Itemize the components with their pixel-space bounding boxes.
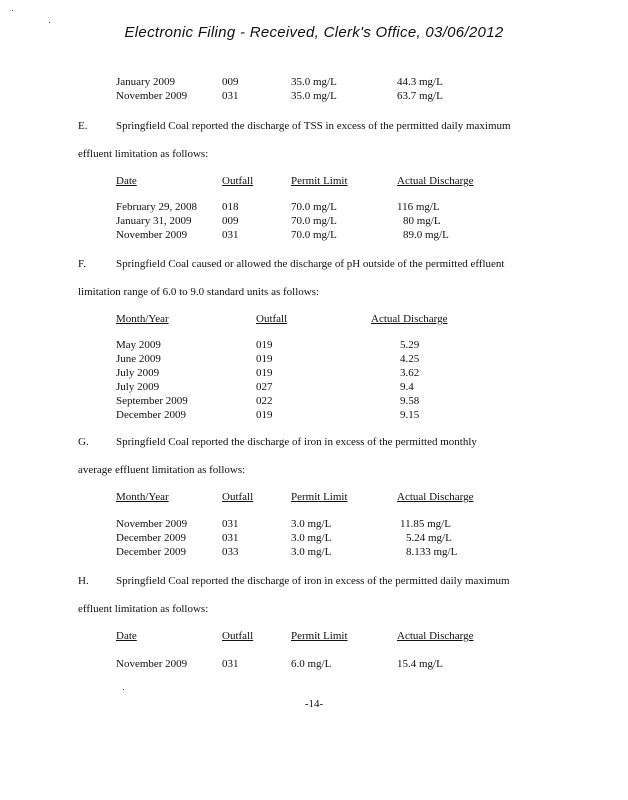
table-cell: 019 — [256, 339, 273, 351]
column-header: Permit Limit — [291, 175, 348, 187]
table-cell: 15.4 mg/L — [397, 658, 443, 670]
table-cell: January 2009 — [116, 76, 175, 88]
table-cell: 8.133 mg/L — [406, 546, 458, 558]
table-cell: 9.15 — [400, 409, 420, 421]
scan-speck — [123, 689, 124, 690]
column-header: Actual Discharge — [371, 313, 448, 325]
table-cell: May 2009 — [116, 339, 161, 351]
section-letter-g: G. — [78, 436, 89, 448]
table-cell: 89.0 mg/L — [403, 229, 449, 241]
column-header: Actual Discharge — [397, 630, 474, 642]
table-cell: 027 — [256, 381, 273, 393]
table-cell: 3.62 — [400, 367, 420, 379]
column-header: Date — [116, 630, 137, 642]
table-cell: December 2009 — [116, 546, 186, 558]
scan-speck — [12, 10, 13, 11]
table-cell: July 2009 — [116, 367, 160, 379]
table-cell: 031 — [222, 532, 239, 544]
table-cell: 3.0 mg/L — [291, 546, 332, 558]
table-cell: November 2009 — [116, 518, 188, 530]
table-cell: 031 — [222, 229, 239, 241]
table-cell: 019 — [256, 409, 273, 421]
table-cell: 11.85 mg/L — [400, 518, 451, 530]
table-cell: 6.0 mg/L — [291, 658, 332, 670]
table-cell: 80 mg/L — [403, 215, 441, 227]
section-letter-h: H. — [78, 575, 89, 587]
section-g-text-line1: Springfield Coal reported the discharge of iron in excess of the permitted monthly — [116, 436, 477, 448]
table-cell: November 2009 — [116, 229, 188, 241]
table-cell: January 31, 2009 — [116, 215, 192, 227]
table-cell: December 2009 — [116, 409, 186, 421]
table-cell: 3.0 mg/L — [291, 518, 332, 530]
column-header: Date — [116, 175, 137, 187]
section-letter-e: E. — [78, 120, 88, 132]
table-cell: November 2009 — [116, 90, 188, 102]
table-cell: 4.25 — [400, 353, 420, 365]
column-header: Month/Year — [116, 491, 169, 503]
table-cell: 70.0 mg/L — [291, 215, 337, 227]
column-header: Permit Limit — [291, 630, 348, 642]
table-cell: December 2009 — [116, 532, 186, 544]
table-cell: 70.0 mg/L — [291, 201, 337, 213]
table-cell: September 2009 — [116, 395, 188, 407]
filing-stamp-header: Electronic Filing - Received, Clerk's Office, 03/06/2012 — [124, 24, 504, 41]
table-cell: 63.7 mg/L — [397, 90, 443, 102]
table-cell: November 2009 — [116, 658, 188, 670]
table-cell: 019 — [256, 367, 273, 379]
table-cell: 018 — [222, 201, 239, 213]
table-cell: 116 mg/L — [397, 201, 440, 213]
section-g-text-line2: average effluent limitation as follows: — [78, 464, 246, 476]
table-cell: 022 — [256, 395, 273, 407]
table-cell: 019 — [256, 353, 273, 365]
column-header: Actual Discharge — [397, 175, 474, 187]
table-cell: July 2009 — [116, 381, 160, 393]
table-cell: 033 — [222, 546, 239, 558]
section-f-text-line1: Springfield Coal caused or allowed the discharge of pH outside of the permitted effluent — [116, 258, 505, 270]
table-cell: 9.58 — [400, 395, 420, 407]
page-number: -14- — [304, 698, 324, 710]
column-header: Outfall — [222, 491, 254, 503]
table-cell: 70.0 mg/L — [291, 229, 337, 241]
section-f-text-line2: limitation range of 6.0 to 9.0 standard units as follows: — [78, 286, 320, 298]
table-cell: June 2009 — [116, 353, 161, 365]
section-h-text-line1: Springfield Coal reported the discharge of iron in excess of the permitted daily maximum — [116, 575, 510, 587]
table-cell: 9.4 — [400, 381, 414, 393]
table-cell: 35.0 mg/L — [291, 76, 337, 88]
column-header: Month/Year — [116, 313, 169, 325]
table-cell: 5.29 — [400, 339, 420, 351]
column-header: Outfall — [222, 175, 254, 187]
section-e-text-line1: Springfield Coal reported the discharge of TSS in excess of the permitted daily maximum — [116, 120, 511, 132]
section-h-text-line2: effluent limitation as follows: — [78, 603, 209, 615]
section-letter-f: F. — [78, 258, 86, 270]
table-cell: 031 — [222, 658, 239, 670]
section-e-text-line2: effluent limitation as follows: — [78, 148, 209, 160]
table-cell: 3.0 mg/L — [291, 532, 332, 544]
column-header: Outfall — [256, 313, 288, 325]
table-cell: 44.3 mg/L — [397, 76, 443, 88]
column-header: Permit Limit — [291, 491, 348, 503]
table-cell: 5.24 mg/L — [406, 532, 452, 544]
table-cell: February 29, 2008 — [116, 201, 197, 213]
scan-speck — [49, 22, 50, 23]
column-header: Actual Discharge — [397, 491, 474, 503]
table-cell: 031 — [222, 90, 239, 102]
column-header: Outfall — [222, 630, 254, 642]
table-cell: 35.0 mg/L — [291, 90, 337, 102]
table-cell: 009 — [222, 215, 239, 227]
table-cell: 031 — [222, 518, 239, 530]
table-cell: 009 — [222, 76, 239, 88]
